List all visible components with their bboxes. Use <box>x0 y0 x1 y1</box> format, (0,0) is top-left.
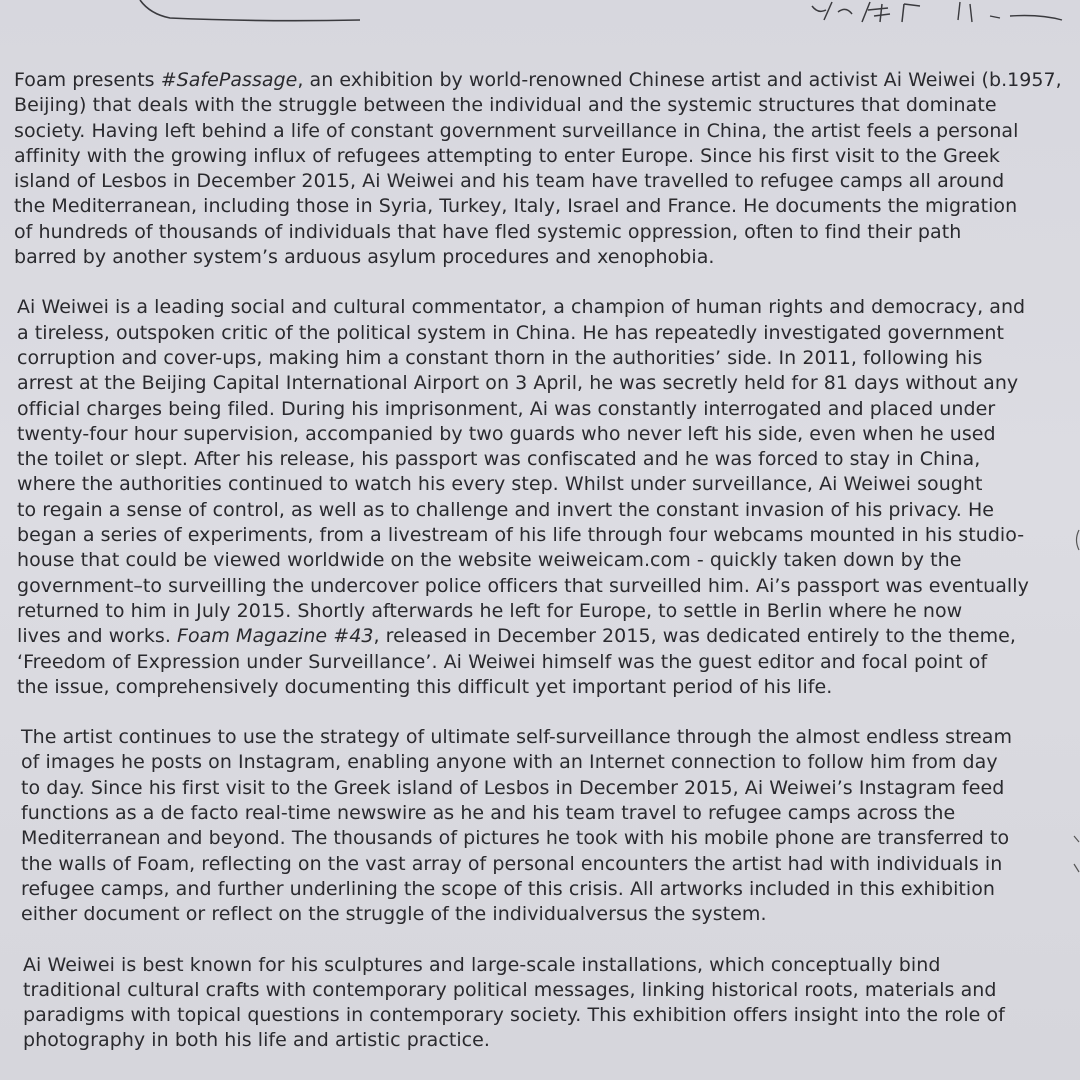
text-line <box>17 447 1062 472</box>
page-edge-mark <box>1072 858 1080 882</box>
text-line <box>17 346 1062 371</box>
text-segment: corruption and cover-ups, making him a constant thorn in the authorities’ side. In 2011, following his <box>17 346 983 369</box>
text-line <box>17 523 1062 548</box>
text-line <box>14 144 1062 169</box>
text-segment: where the authorities continued to watch his every step. Whilst under surveillance, Ai Weiwei sought <box>17 473 983 496</box>
text-segment: the Mediterranean, including those in Syria, Turkey, Italy, Israel and France. He documents the migration <box>14 195 1018 218</box>
paragraph <box>14 68 1062 270</box>
text-segment: The artist continues to use the strategy of ultimate self-surveillance through the almost endless stream <box>21 726 1013 749</box>
text-segment: to regain a sense of control, as well as to challenge and invert the constant invasion of his privacy. He <box>17 498 995 521</box>
text-segment: paradigms with topical questions in contemporary society. This exhibition offers insight into the role of <box>23 1004 1005 1027</box>
text-line <box>14 194 1062 219</box>
text-line <box>23 1028 1062 1053</box>
exhibition-description-text <box>14 68 1062 1079</box>
text-segment: Ai Weiwei is a leading social and cultural commentator, a champion of human rights and democracy, and <box>17 296 1026 319</box>
italic-title-text: Foam Magazine #43 <box>177 625 374 648</box>
text-line <box>17 574 1062 599</box>
text-segment: Beijing) that deals with the struggle between the individual and the systemic structures that dominate <box>14 94 997 117</box>
text-segment: the walls of Foam, reflecting on the vast array of personal encounters the artist had with individuals in <box>21 852 1003 875</box>
text-line <box>17 422 1062 447</box>
text-line <box>17 295 1062 320</box>
text-segment: house that could be viewed worldwide on the website weiweicam.com - quickly taken down by the <box>17 549 962 572</box>
text-line <box>21 902 1062 927</box>
text-segment: began a series of experiments, from a livestream of his life through four webcams mounted in his studio- <box>17 524 1025 547</box>
text-line <box>23 978 1062 1003</box>
text-line <box>21 852 1062 877</box>
text-segment: arrest at the Beijing Capital International Airport on 3 April, he was secretly held for 81 days without any <box>17 372 1019 395</box>
text-segment: island of Lesbos in December 2015, Ai Weiwei and his team have travelled to refugee camps all around <box>14 170 1005 193</box>
text-segment: Mediterranean and beyond. The thousands of pictures he took with his mobile phone are transferred to <box>21 827 1010 850</box>
handwritten-scribble <box>0 0 1080 40</box>
text-line <box>21 826 1062 851</box>
text-segment: refugee camps, and further underlining the scope of this crisis. All artworks included in this exhibition <box>21 877 996 900</box>
text-line <box>14 245 1062 270</box>
text-line <box>17 599 1062 624</box>
text-line <box>17 371 1062 396</box>
text-segment: , an exhibition by world-renowned Chinese artist and activist Ai Weiwei (b.1957, <box>297 69 1062 91</box>
text-line <box>17 548 1062 573</box>
italic-title-text: #SafePassage <box>160 69 298 91</box>
text-segment: of hundreds of thousands of individuals that have fled systemic oppression, often to find their path <box>14 220 962 243</box>
paragraph <box>14 953 1062 1054</box>
page-edge-mark <box>1072 828 1080 852</box>
text-segment: either document or reflect on the struggle of the individualversus the system. <box>21 903 767 926</box>
text-segment: functions as a de facto real-time newswire as he and his team travel to refugee camps across the <box>21 802 956 825</box>
text-segment: Ai Weiwei is best known for his sculptures and large-scale installations, which conceptually bind <box>23 953 941 976</box>
text-segment: the issue, comprehensively documenting this difficult yet important period of his life. <box>17 675 833 698</box>
text-segment: the toilet or slept. After his release, his passport was confiscated and he was forced to stay in China, <box>17 448 981 471</box>
text-segment: official charges being filed. During his imprisonment, Ai was constantly interrogated and placed under <box>17 397 996 420</box>
text-segment: lives and works. <box>17 625 178 648</box>
text-segment: ‘Freedom of Expression under Surveillance’. Ai Weiwei himself was the guest editor and focal point of <box>17 650 988 673</box>
text-segment: returned to him in July 2015. Shortly afterwards he left for Europe, to settle in Berlin where he now <box>17 599 963 622</box>
text-line <box>21 750 1062 775</box>
text-segment: barred by another system’s arduous asylum procedures and xenophobia. <box>14 246 715 269</box>
text-line <box>21 877 1062 902</box>
text-segment: photography in both his life and artistic practice. <box>23 1029 491 1052</box>
text-line <box>17 675 1062 700</box>
text-segment: society. Having left behind a life of constant government surveillance in China, the artist feels a personal <box>14 119 1019 142</box>
text-line <box>14 169 1062 194</box>
text-line <box>17 498 1062 523</box>
text-segment: , released in December 2015, was dedicated entirely to the theme, <box>373 625 1016 648</box>
paragraph <box>14 295 1062 700</box>
text-line <box>14 93 1062 118</box>
text-line <box>14 68 1062 93</box>
page-edge-mark <box>1072 528 1080 552</box>
text-segment: government–to surveilling the undercover police officers that surveilled him. Ai’s passport was eventually <box>17 574 1029 597</box>
text-segment: twenty-four hour supervision, accompanied by two guards who never left his side, even when he used <box>17 422 996 445</box>
text-line <box>14 220 1062 245</box>
text-segment: a tireless, outspoken critic of the political system in China. He has repeatedly investigated government <box>17 321 1005 344</box>
text-line <box>17 472 1062 497</box>
text-line <box>17 321 1062 346</box>
text-line <box>17 624 1062 649</box>
text-line <box>14 119 1062 144</box>
text-line <box>21 776 1062 801</box>
text-line <box>17 650 1062 675</box>
paragraph <box>14 725 1062 927</box>
text-segment: of images he posts on Instagram, enabling anyone with an Internet connection to follow him from day <box>21 751 998 774</box>
text-line <box>21 801 1062 826</box>
text-segment: traditional cultural crafts with contemporary political messages, linking historical roots, materials and <box>23 978 997 1001</box>
text-line <box>17 397 1062 422</box>
text-segment: affinity with the growing influx of refugees attempting to enter Europe. Since his first visit to the Greek <box>14 144 1000 167</box>
text-line <box>21 725 1062 750</box>
text-line <box>23 1003 1062 1028</box>
text-segment: Foam presents <box>14 69 161 91</box>
text-segment: to day. Since his first visit to the Greek island of Lesbos in December 2015, Ai Weiwei’s Instagram feed <box>21 776 1005 799</box>
text-line <box>23 953 1062 978</box>
